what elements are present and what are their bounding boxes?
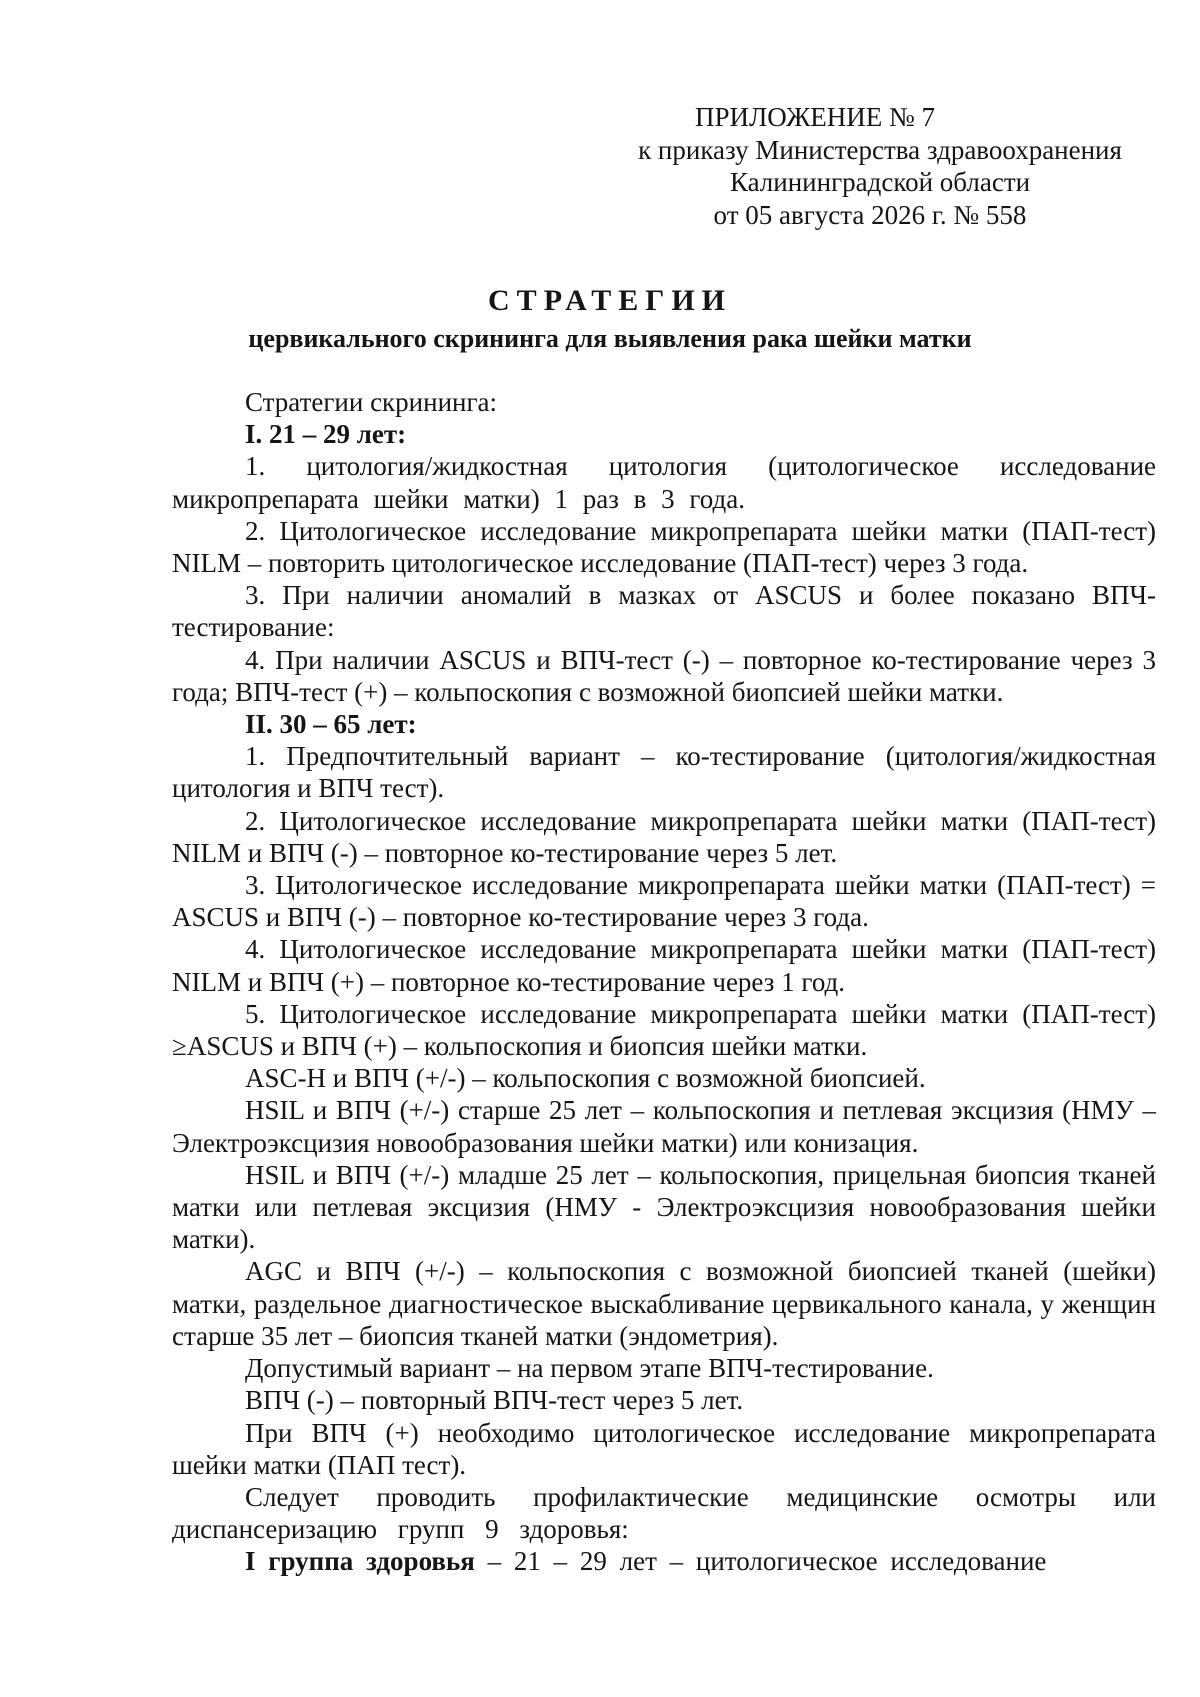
paragraph: 1. цитология/жидкостная цитология (цитологическое исследование микропрепарата шейки матки) 1 раз в 3 года. [172, 451, 1156, 514]
region-name: Калининградской области [729, 167, 1031, 197]
paragraph: 4. Цитологическое исследование микропрепарата шейки матки (ПАП-тест) NILM и ВПЧ (+) – повторное ко-тестирование через 1 год. [172, 934, 1156, 997]
health-group-text: – 21 – 29 лет – цитологическое исследование [474, 1546, 1047, 1577]
document-body [172, 386, 1156, 1578]
document-subtitle: цервикального скрининга для выявления рака шейки матки [248, 324, 972, 353]
paragraph: AGC и ВПЧ (+/-) – кольпоскопия с возможной биопсией тканей (шейки) матки, раздельное диагностическое выскабливание цервикального канала, у женщин старше 35 лет – биопсия тканей матки (эндометрия). [172, 1256, 1156, 1351]
health-group-label: I группа здоровья [245, 1546, 475, 1577]
paragraph: 5. Цитологическое исследование микропрепарата шейки матки (ПАП-тест) ≥ASCUS и ВПЧ (+) – кольпоскопия и биопсия шейки матки. [172, 998, 1156, 1062]
paragraph: Допустимый вариант – на первом этапе ВПЧ-тестирование. [245, 1353, 934, 1384]
appendix-header [600, 101, 1160, 231]
paragraph: Следует проводить профилактические медицинские осмотры или диспансеризацию групп 9 здоровья: [172, 1481, 1156, 1545]
paragraph: HSIL и ВПЧ (+/-) младше 25 лет – кольпоскопия, прицельная биопсия тканей матки или петлевая эксцизия (НМУ - Электроэксцизия новообразования шейки матки). [172, 1159, 1156, 1255]
paragraph: HSIL и ВПЧ (+/-) старше 25 лет – кольпоскопия и петлевая эксцизия (НМУ – Электроэксцизия новообразования шейки матки) или конизация. [172, 1095, 1156, 1158]
paragraph: 4. При наличии ASCUS и ВПЧ-тест (-) – повторное ко-тестирование через 3 года; ВПЧ-тест (+) – кольпоскопия с возможной биопсией шейки матки. [172, 644, 1156, 707]
appendix-number: ПРИЛОЖЕНИЕ № 7 [694, 102, 936, 132]
paragraph: 2. Цитологическое исследование микропрепарата шейки матки (ПАП-тест) NILM – повторить цитологическое исследование (ПАП-тест) через 3 года. [172, 515, 1156, 579]
paragraph: ASC-H и ВПЧ (+/-) – кольпоскопия с возможной биопсией. [245, 1063, 926, 1094]
paragraph: ВПЧ (-) – повторный ВПЧ-тест через 5 лет. [245, 1385, 744, 1416]
paragraph: Стратегии скрининга: [245, 387, 498, 417]
order-date: от 05 августа 2026 г. № 558 [713, 199, 1027, 230]
paragraph: 1. Предпочтительный вариант – ко-тестирование (цитология/жидкостная цитология и ВПЧ тест). [172, 741, 1156, 804]
paragraph: При ВПЧ (+) необходимо цитологическое исследование микропрепарата шейки матки (ПАП тест). [172, 1417, 1156, 1480]
paragraph: 3. При наличии аномалий в мазках от ASCUS и более показано ВПЧ-тестирование: [172, 580, 1156, 643]
paragraph: 3. Цитологическое исследование микропрепарата шейки матки (ПАП-тест) = ASCUS и ВПЧ (-) – повторное ко-тестирование через 3 года. [172, 870, 1156, 933]
paragraph: 2. Цитологическое исследование микропрепарата шейки матки (ПАП-тест) NILM и ВПЧ (-) – повторное ко-тестирование через 5 лет. [172, 805, 1156, 868]
section-heading: I. 21 – 29 лет: [245, 419, 407, 450]
document-title: СТРАТЕГИИ [488, 284, 732, 317]
section-heading: II. 30 – 65 лет: [245, 709, 417, 740]
paragraph [172, 1545, 1156, 1577]
order-reference: к приказу Министерства здравоохранения [638, 134, 1122, 165]
